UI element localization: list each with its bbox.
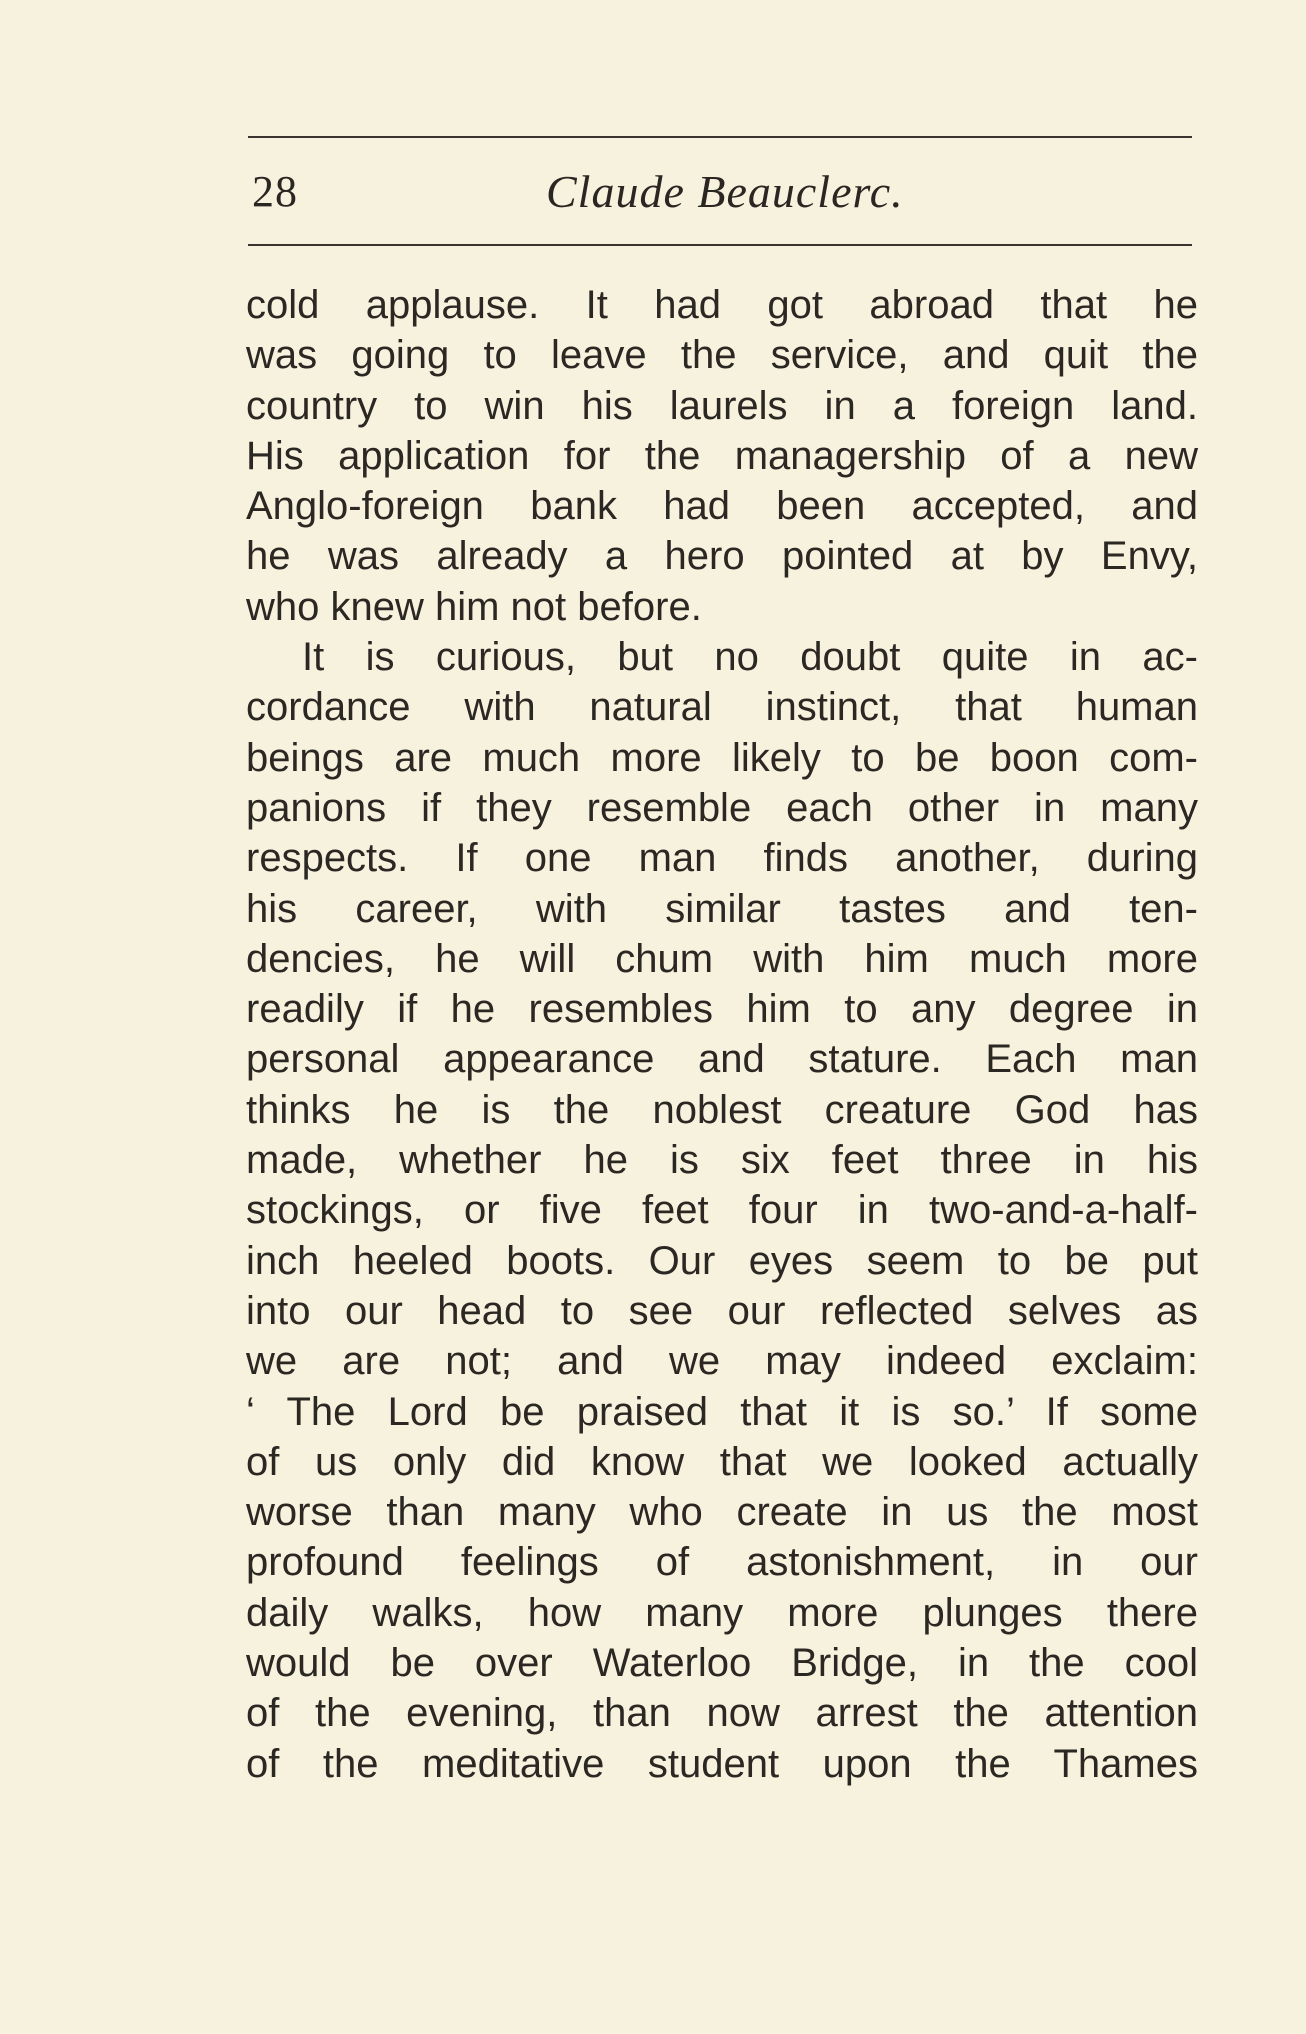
- text-line: he was already a hero pointed at by Envy,: [246, 534, 1198, 579]
- text-line: of us only did know that we looked actually: [246, 1439, 1198, 1484]
- header-bottom-rule: [248, 244, 1192, 246]
- text-line: his career, with similar tastes and ten-: [246, 886, 1198, 931]
- text-line: we are not; and we may indeed exclaim:: [246, 1339, 1198, 1384]
- text-line: country to win his laurels in a foreign land.: [246, 383, 1198, 428]
- text-line: personal appearance and stature. Each man: [246, 1037, 1198, 1082]
- text-line: inch heeled boots. Our eyes seem to be put: [246, 1238, 1198, 1283]
- text-line: His application for the managership of a new: [246, 433, 1198, 478]
- text-line: made, whether he is six feet three in his: [246, 1138, 1198, 1183]
- paragraph-end-line: who knew him not before.: [246, 584, 702, 629]
- text-line: thinks he is the noblest creature God has: [246, 1087, 1198, 1132]
- text-line: of the evening, than now arrest the attention: [246, 1691, 1198, 1736]
- text-line: readily if he resembles him to any degree in: [246, 987, 1198, 1032]
- page-number: 28: [252, 167, 298, 216]
- text-line: Anglo-foreign bank had been accepted, and: [246, 484, 1198, 529]
- text-line: panions if they resemble each other in many: [246, 785, 1198, 830]
- text-line: dencies, he will chum with him much more: [246, 936, 1198, 981]
- body-text: [246, 280, 1198, 1789]
- text-line: was going to leave the service, and quit the: [246, 333, 1198, 378]
- text-line: worse than many who create in us the most: [246, 1490, 1198, 1535]
- running-title: Claude Beauclerc.: [546, 166, 904, 217]
- text-line: would be over Waterloo Bridge, in the cool: [246, 1641, 1198, 1686]
- header-top-rule: [248, 136, 1192, 138]
- text-line: stockings, or five feet four in two-and-a-half-: [246, 1188, 1198, 1233]
- paragraph-start-line: It is curious, but no doubt quite in ac-: [302, 635, 1198, 680]
- text-line: into our head to see our reflected selves as: [246, 1288, 1198, 1333]
- page-header: [252, 166, 1192, 226]
- text-line: beings are much more likely to be boon com-: [246, 735, 1198, 780]
- text-line: of the meditative student upon the Thames: [246, 1741, 1198, 1786]
- text-line: respects. If one man finds another, during: [246, 836, 1198, 881]
- text-line: cold applause. It had got abroad that he: [246, 283, 1198, 327]
- text-line: cordance with natural instinct, that human: [246, 685, 1198, 730]
- text-line: profound feelings of astonishment, in our: [246, 1540, 1198, 1585]
- text-line: ‘ The Lord be praised that it is so.’ If some: [246, 1389, 1198, 1434]
- text-line: daily walks, how many more plunges there: [246, 1590, 1198, 1635]
